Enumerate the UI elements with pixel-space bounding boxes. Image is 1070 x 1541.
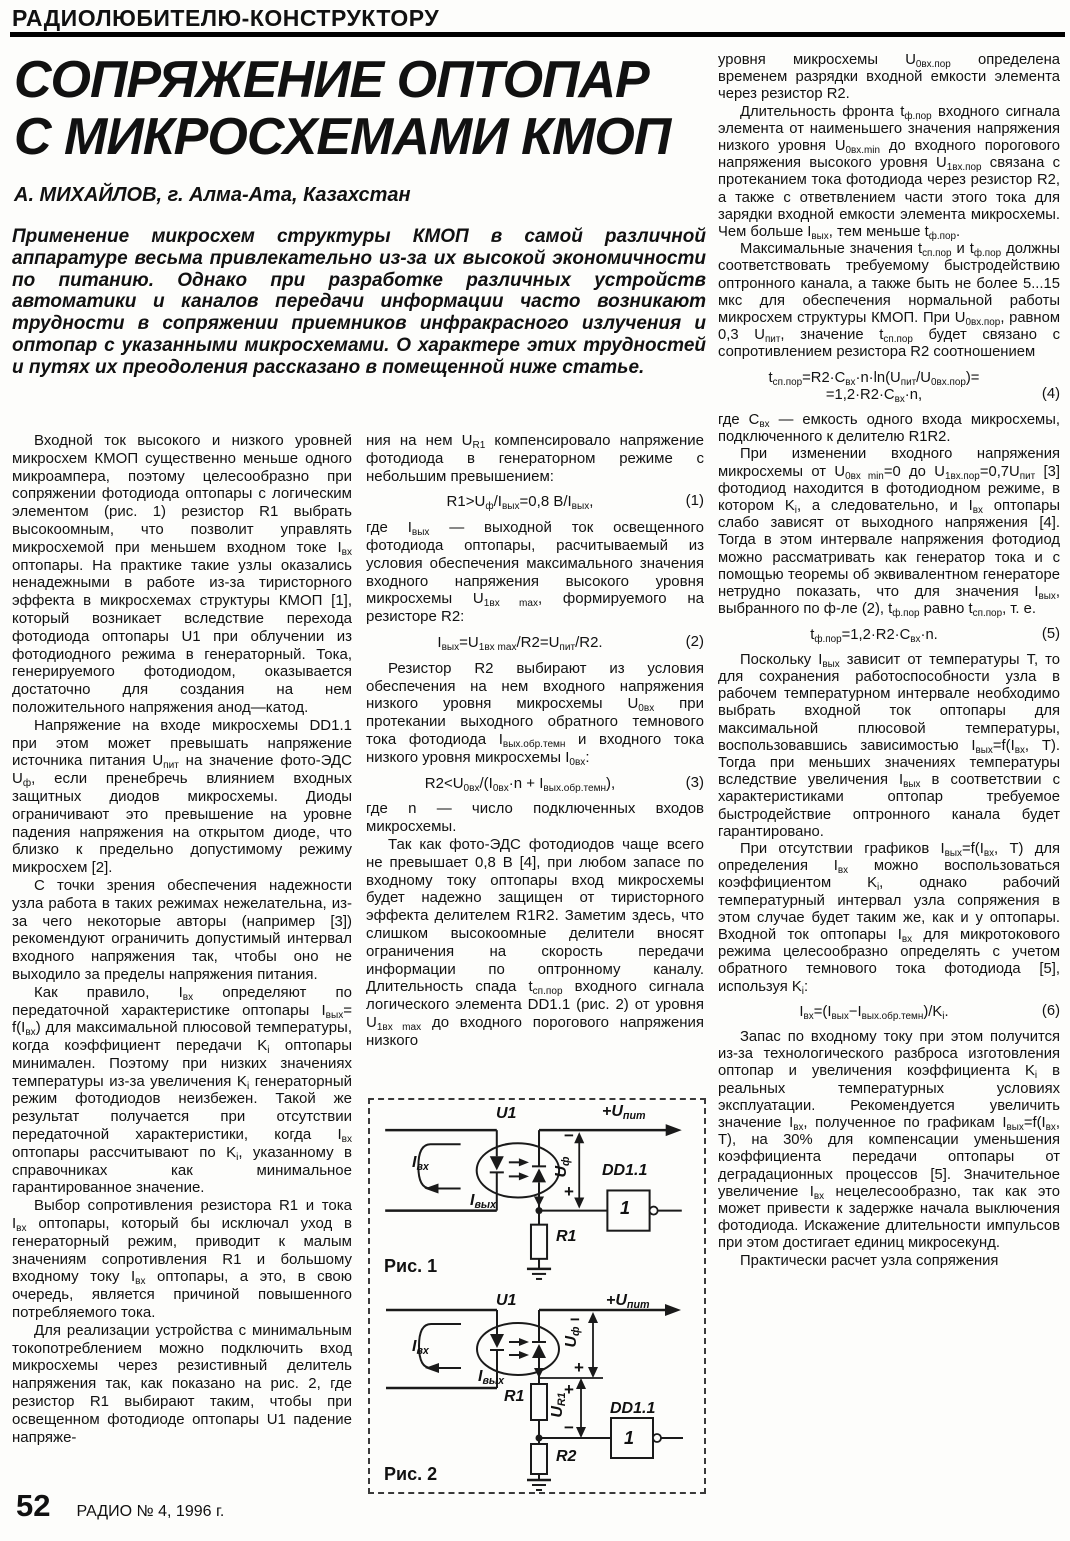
column-1 — [12, 432, 352, 1446]
formula — [718, 370, 1060, 404]
fig2-label-r1: R1 — [504, 1388, 525, 1405]
formula-line: $R2<U_{0вх}/(I_{0вх}\cdot n + I_{вых.обр.темн})$, — [424, 774, 616, 794]
column-3 — [718, 52, 1060, 1270]
paragraph: уровня микросхемы $U_{0вх.пор}$ определена временем разрядки входной емкости элемента через резистор R2. — [718, 52, 1061, 103]
formula — [718, 1004, 1060, 1021]
rubric-header: РАДИОЛЮБИТЕЛЮ-КОНСТРУКТОРУ — [12, 5, 440, 31]
paragraph: где $I_{вых}$ — выходной ток освещенного фотодиода оптопары, расчитываемый из условия обеспечения максимального значения входного напряжения высокого уровня микросхемы $U_{1вх max}$, формируемого на резисторе R2: — [366, 519, 704, 626]
fig2-uf-minus-sign: − — [570, 1310, 580, 1329]
paragraph: Максимальные значения $t_{сп.пор}$ и $t_{ф.пор}$ должны соответствовать требуемому быстродействию оптронного канала, а также быть не более 5...15 мкс для обеспечения нормальной работы микросхем структуры КМОП. При $U_{0вх.пор}$, равном 0,3 $U_{пит}$, значение $t_{сп.пор}$ будет связано с сопротивлением резистора R2 соотношением — [718, 241, 1060, 361]
author-line: А. МИХАЙЛОВ, г. Алма-Ата, Казахстан — [14, 184, 411, 206]
formula-number: (6) — [1041, 1002, 1060, 1019]
fig2-ur1-minus-sign: − — [564, 1418, 574, 1437]
page-footer — [16, 1488, 224, 1524]
fig2-label-ur1: $U_{R1}$ — [549, 1392, 568, 1418]
lead-paragraph: Применение микросхем структуры КМОП в самой различной аппаратуре весьма привлекательно из-за их высокой экономичности по питанию. Однако при разработке различных устройств автоматики и каналов передачи информации часто возникают трудности в сопряжении приемников инфракрасного излучения и оптопар с указанными микросхемами. О характере этих трудностей и путях их преодоления рассказано в помещенной ниже статье. — [12, 226, 706, 378]
formula — [366, 634, 704, 652]
paragraph: Так как фото-ЭДС фотодиодов чаще всего не превышает 0,8 В [4], при любом запасе по входному току оптопары вход микросхемы будет надежно защищен от тиристорного эффекта делителем R1R2. Заметим здесь, что слишком высокоомные делители вносят ограничения на скорость передачи информации по оптронному каналу. Длительность спада $t_{сп.пор}$ входного сигнала логического элемента DD1.1 (рис. 2) от уровня $U_{1вх max}$ до входного порогового напряжения низкого — [366, 835, 704, 1049]
fig1-label-i-in: $I_{вх}$ — [412, 1154, 429, 1173]
article-title-line2: С МИКРОСХЕМАМИ КМОП — [14, 108, 671, 166]
paragraph: При отсутствии графиков $I_{вых}=f(I_{вх}$, T) для определения $I_{вх}$ можно воспользоваться коэффициентом $K_i$, однако рабочий температурный интервал узла сопряжения в этом случае будет таким же, как и у оптопары. Входной ток оптопары $I_{вх}$ для микротокового режима целесообразно определять с учетом обратного темнового тока фотодиода [5], используя $K_i$: — [718, 840, 1060, 997]
paragraph: Для реализации устройства с минимальным токопотреблением можно подключить вход микросхемы через резистивный делитель напряжения так, как показано на рис. 2, где резистор R1 выбирают таким, чтобы при освещенном фотодиоде оптопары U1 падение напряже- — [12, 1321, 352, 1446]
figure-frame — [368, 1098, 706, 1494]
paragraph: Запас по входному току при этом получится из-за технологического разброса изготовления оптопар и увеличения коэффициента $K_i$ в реальных температурных условиях эксплуатации. Рекомендуется увеличить значение $I_{вх}$, полученное по графикам $I_{вых}=f(I_{вх}$, T), на 30% для компенсации уменьшения коэффициента передачи оптопары от деградационных процессов [5]. Значительное увеличение $I_{вх}$ нецелесообразно, так как это может привести к задержке начала выключения фотодиода. Искажение длительности импульсов при этом достигает единиц микросекунд. — [718, 1028, 1060, 1252]
fig2-label-u1: U1 — [496, 1292, 517, 1309]
formula-line: $R1>U_ф/I_{вых}=0,8$ $В/I_{вых}$, — [446, 493, 594, 513]
fig2-label-uf: $U_ф$ — [563, 1326, 582, 1348]
fig2-uf-plus-sign: + — [574, 1358, 584, 1377]
paragraph: Выбор сопротивления резистора R1 и тока $I_{вх}$ оптопары, который бы исключал уход в генераторный режим, приводит к малым значениям сопротивления R1 и большому входному току $I_{вх}$ оптопары, а это, в свою очередь, является причиной повышенного потребляемого тока. — [12, 1197, 353, 1322]
formula-number: (1) — [685, 492, 704, 510]
fig1-label-r1: R1 — [556, 1228, 577, 1245]
column-2 — [366, 432, 704, 1050]
paragraph: Длительность фронта $t_{ф.пор}$ входного сигнала элемента от наименьшего значения напряжения низкого уровня $U_{0вх.min}$ до входного порогового напряжения высокого уровня $U_{1вх.пор}$ связана с протеканием тока фотодиода через резистор R2, а также с ответвлением части этого тока для зарядки входной емкости элемента микросхемы. Чем больше $I_{вых}$, тем меньше $t_{ф.пор}$. — [718, 103, 1060, 243]
formula-number: (5) — [1041, 625, 1060, 642]
formula — [366, 493, 704, 511]
formula-number: (3) — [685, 773, 704, 791]
paragraph: С точки зрения обеспечения надежности узла работа в таких режимах нежелательна, из-за чего некоторые авторы (например [3]) рекомендуют ограничить допустимый интервал входного напряжения так, чтобы оно не выходило за пределы напряжения питания. — [12, 876, 352, 983]
formula — [718, 627, 1060, 644]
formula-line: $t_{ф.пор}=1,2\cdot R2\cdot C_{вх}\cdot n$. — [810, 626, 938, 645]
fig1-label-upit: $+U_{пит}$ — [602, 1103, 646, 1122]
page-number: 52 — [16, 1488, 51, 1523]
paragraph: Как правило, $I_{вх}$ определяют по передаточной характеристике оптопары $I_{вых}= f(I_{вх})$ для максимальной плюсовой температуры, когда коэффициент передачи $K_i$ оптопары минимален. Поэтому при низких значениях температуры из-за увеличения $K_i$ генераторный режим фотодиодов неизбежен. Такой же результат получается при отсутствии передаточной характеристики, когда $I_{вх}$ оптопары рассчитывают по $K_i$, указанному в справочниках как минимальное гарантированное значение. — [12, 983, 352, 1197]
fig2-label-i-in: $I_{вх}$ — [412, 1338, 429, 1357]
formula-line: $t_{сп.пор}=R2\cdot C_{вх}\cdot n\cdot\ln(U_{пит}/U_{0вх.пор})=$ — [768, 369, 980, 388]
paragraph: где $C_{вх}$ — емкость одного входа микросхемы, подключенного к делителю R1R2. — [718, 412, 1060, 446]
issue-label: РАДИО № 4, 1996 г. — [76, 1503, 225, 1520]
header-rule — [10, 32, 1065, 37]
fig2-schematic — [370, 1288, 702, 1493]
paragraph: где n — число подключенных входов микросхемы. — [366, 800, 704, 836]
article-title-line1: СОПРЯЖЕНИЕ ОПТОПАР — [14, 51, 649, 109]
paragraph: Резистор R2 выбирают из условия обеспечения на нем входного напряжения низкого уровня микросхемы $U_{0вх}$ при протекании выходного обратного темнового тока фотодиода $I_{вых.обр.темн}$ и входного тока низкого уровня микросхемы $I_{0вх}$: — [366, 659, 704, 768]
formula-line: $I_{вх}=(I_{вых}-I_{вых.обр.темн})/K_i$. — [799, 1003, 949, 1022]
fig2-caption: Рис. 2 — [384, 1464, 438, 1484]
fig2-label-i-out: $I_{вых}$ — [478, 1368, 505, 1387]
fig2-ur1-plus-sign: + — [564, 1380, 574, 1399]
paragraph: Практически расчет узла сопряжения — [740, 1252, 999, 1269]
paragraph: ния на нем $U_{R1}$ компенсировало напряжение фотодиода в генераторном режиме с небольшим превышением: — [366, 432, 704, 485]
formula-line: $=1,2\cdot R2\cdot C_{вх}\cdot n$, — [825, 386, 923, 405]
formula — [366, 775, 704, 793]
fig1-plus-sign: + — [564, 1182, 574, 1201]
fig2-label-upit: $+U_{пит}$ — [606, 1292, 650, 1311]
article-title — [14, 52, 714, 166]
fig1-label-u1: U1 — [496, 1105, 517, 1122]
formula-line: $I_{вых}=U_{1вх max}/R2=U_{пит}/R2$. — [437, 633, 603, 653]
formula-number: (4) — [1041, 385, 1060, 402]
formula-number: (2) — [685, 632, 704, 650]
fig1-minus-sign: − — [564, 1126, 574, 1145]
fig1-label-uf: $U_ф$ — [553, 1156, 572, 1178]
fig1-label-i-out: $I_{вых}$ — [470, 1192, 497, 1211]
paragraph: Напряжение на входе микросхемы DD1.1 при этом может превышать напряжение источника питания $U_{пит}$ на значение фото-ЭДС $U_ф$, если пренебречь влиянием входных защитных диодов микросхемы. Диоды ограничивают это превышение на уровне падения напряжения на открытом диоде, что близко к предельно допустимому режиму микросхем [2]. — [12, 716, 352, 877]
paragraph: Входной ток высокого и низкого уровней микросхем КМОП существенно меньше одного микроампера, поэтому целесообразно при сопряжении фотодиода оптопары с логическим элементом (рис. 1) резистор R1 выбрать высокоомным, что позволит управлять микросхемой при меньшем входном токе $I_{вх}$ оптопары. На практике такие узлы оказались ненадежными в работе из-за тиристорного эффекта в микросхемах структуры КМОП [1], который возникает вследствие перехода фотодиода оптопары U1 при облучении из фотодиодного режима в генераторный. Тока, генерируемого фотодиодом, оказывается достаточно для создания на нем положительного напряжения анод—катод. — [12, 432, 352, 716]
paragraph: При изменении входного напряжения микросхемы от $U_{0вх min}=0$ до $U_{1вх.пор}=0,7U_{пит}$ [3] фотодиод находится в фотодиодном режиме, в котором $K_i$, а следовательно, и $I_{вх}$ оптопары слабо зависят от выходного напряжения [4]. Тогда в этом интервале напряжения фотодиод можно рассматривать как генератор тока и с помощью теоремы об эквивалентном генераторе нетрудно показать, что для значения $I_{вых}$, выбранного по ф-ле (2), $t_{ф.пор}$ равно $t_{сп.пор}$, т. е. — [718, 446, 1060, 620]
fig1-caption: Рис. 1 — [384, 1256, 438, 1276]
paragraph: Поскольку $I_{вых}$ зависит от температуры T, то для сохранения работоспособности узла в рабочем температурном интервале необходимо выбрать входной ток оптопары для максимальной плюсовой температуры, воспользовавшись зависимостью $I_{вых}=f(I_{вх}$, T). Тогда при меньших значениях температуры вследствие увеличения $I_{вых}$ в соответствии с характеристиками оптопар требуемое быстродействие оптронного канала будет гарантировано. — [718, 651, 1060, 840]
fig1-gate-symbol: 1 — [620, 1198, 631, 1218]
fig1-label-dd: DD1.1 — [602, 1162, 648, 1179]
fig2-label-dd: DD1.1 — [610, 1400, 656, 1417]
fig2-gate-symbol: 1 — [624, 1428, 635, 1448]
fig2-label-r2: R2 — [556, 1448, 577, 1465]
